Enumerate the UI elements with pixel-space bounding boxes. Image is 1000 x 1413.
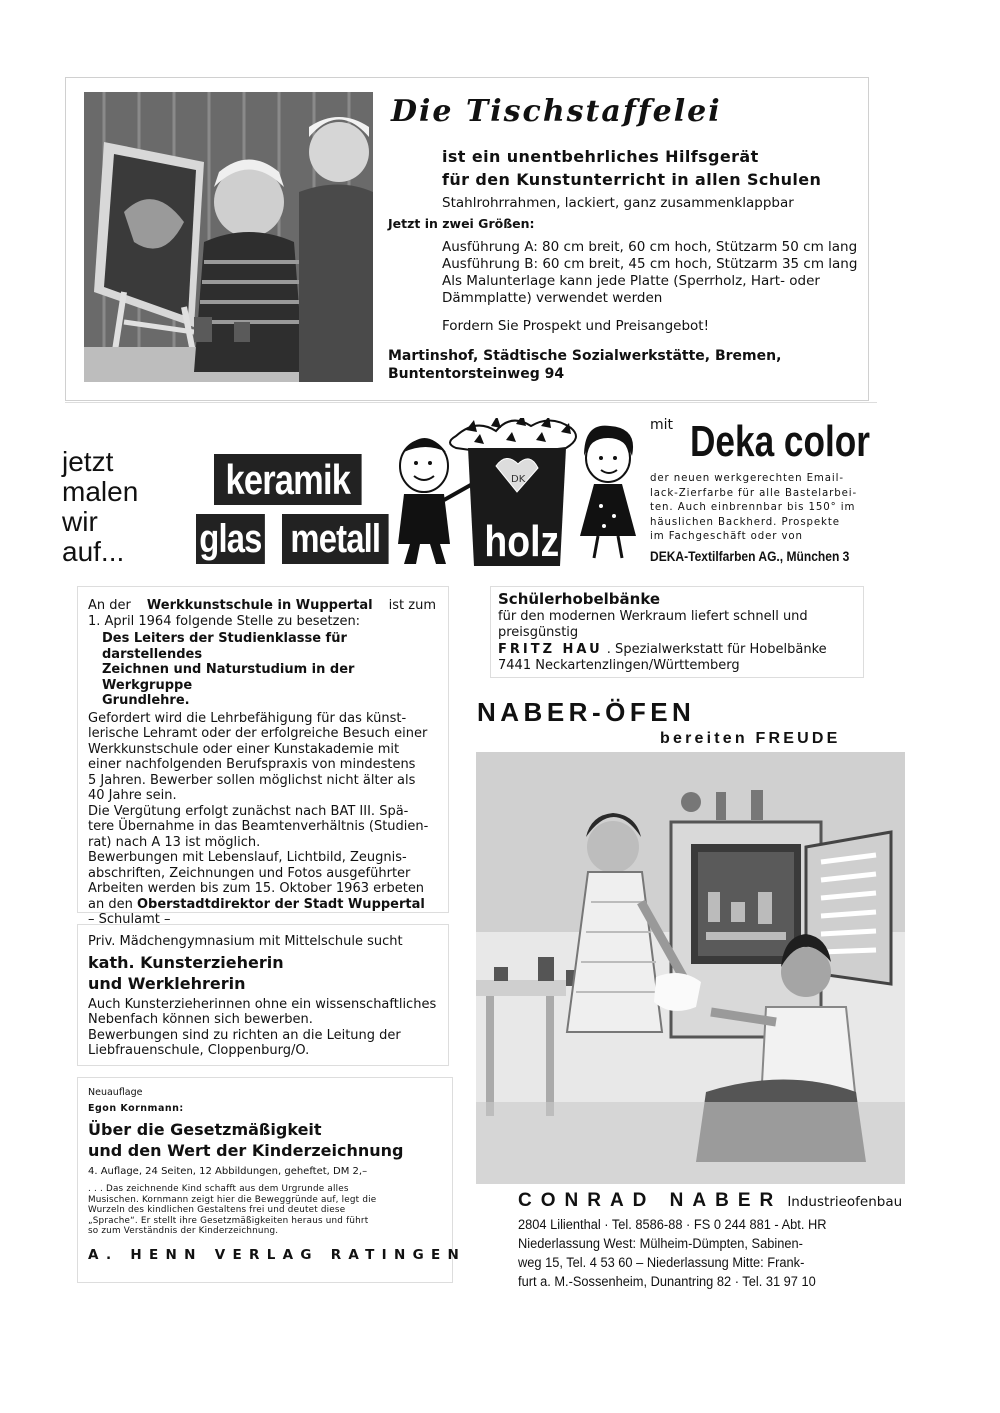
- word-metall: metall: [282, 514, 389, 564]
- tischstaffelei-headline: ist ein unentbehrliches Hilfsgerät für den Kunstunterricht in allen Schulen: [442, 147, 822, 189]
- kornmann-text: Neuauflage Egon Kornmann: Über die Gesetzmäßigkeit und den Wert der Kinderzeichnung 4. Auflage, 24 Seiten, 12 Abbildungen, geheftet, DM 2,– . . . Das zeichnende Kind schafft aus dem Urgrunde alles Musischen. Kornmann zeigt hier die Beweggründe auf, legt die Wurzeln des kindlichen Gestaltens frei und deutet diese „Sprache“. Er stellt ihre Gesetzmäßigkeiten heraus und führt so zum Verständnis der Kinderzeichnung. A. HENN VERLAG RATINGEN: [88, 1087, 467, 1263]
- deka-brand: Deka color: [690, 417, 870, 466]
- kiln-photo: [476, 752, 905, 1184]
- tischstaffelei-cta: Fordern Sie Prospekt und Preisangebot!: [442, 318, 709, 334]
- wuppertal-text: An der Werkkunstschule in Wuppertal ist zum 1. April 1964 folgende Stelle zu besetzen: Des Leiters der Studienklasse für darstellendes Zeichnen und Naturstudium in der Werkgruppe Grundlehre. Gefordert wird die Lehrbefähigung für das künst- lerische Lehramt oder der erfolgreiche Besuch einer Werkkunstschule oder einer Kunstakademie mit einer nachfolgenden Berufspraxis von mindestens 5 Jahren. Bewerber sollen möglichst nicht älter als 40 Jahre sein. Die Vergütung erfolgt zunächst nach BAT III. Spä- tere Übernahme in das Beamtenverhältnis (Studien- rat) nach A 13 ist möglich. Bewerbungen mit Lebenslauf, Lichtbild, Zeugnis- abschriften, Zeichnungen und Fotos ausgeführter Arbeiten werden bis zum 15. Oktober 1963 erbeten an den Oberstadtdirektor der Stadt Wuppertal – Schulamt –: [88, 598, 436, 927]
- tischstaffelei-specs: Ausführung A: 80 cm breit, 60 cm hoch, Stützarm 50 cm lang Ausführung B: 60 cm breit, 45 cm hoch, Stützarm 35 cm lang Als Malunterlage kann jede Platte (Sperrholz, Hart- oder Dämmplatte) verwendet werden: [442, 239, 858, 306]
- tischstaffelei-company: Martinshof, Städtische Sozialwerkstätte, Bremen, Buntentorsteinweg 94: [388, 348, 782, 382]
- word-keramik: keramik: [214, 454, 362, 505]
- deka-description: der neuen werkgerechten Email- lack-Zierfarbe für alle Bastelarbei- ten. Auch einbrennbar bis 150° im häuslichen Backherd. Prospekte im Fachgeschäft oder von: [650, 473, 858, 542]
- hobelbank-text: Schülerhobelbänke für den modernen Werkraum liefert schnell und preisgünstig FRITZ HAU . Spezialwerkstatt für Hobelbänke 7441 Neckartenzlingen/Württemberg: [498, 590, 827, 673]
- deka-illustration: [396, 418, 646, 568]
- children-painting-photo: [84, 92, 373, 382]
- tischstaffelei-title: Die Tischstaffelei: [391, 94, 722, 129]
- naber-headline: NABER-ÖFEN: [477, 697, 696, 727]
- word-glas: glas: [196, 514, 265, 564]
- naber-company: CONRAD NABER: [518, 1190, 783, 1211]
- tischstaffelei-material: Stahlrohrrahmen, lackiert, ganz zusammenklappbar: [442, 195, 794, 211]
- tischstaffelei-sizes-intro: Jetzt in zwei Größen:: [388, 216, 535, 231]
- deka-company: DEKA-Textilfarben AG., München 3: [650, 548, 850, 564]
- naber-subline: bereiten FREUDE: [660, 730, 841, 747]
- deka-slogan: jetzt malen wir auf...: [62, 446, 139, 567]
- cloppenburg-text: Priv. Mädchengymnasium mit Mittelschule sucht kath. Kunsterzieherin und Werklehrerin Auch Kunsterzieherinnen ohne ein wissenschaftliches Nebenfach können sich bewerben. Bewerbungen sind zu richten an die Leitung der Liebfrauenschule, Cloppenburg/O.: [88, 934, 437, 1058]
- tree-initials: DK: [511, 474, 526, 485]
- naber-company-suffix: Industrieofenbau: [787, 1194, 903, 1210]
- word-holz: holz: [484, 516, 560, 566]
- deka-mit: mit: [650, 417, 674, 433]
- naber-company-block: [518, 1190, 903, 1291]
- naber-address: 2804 Lilienthal · Tel. 8586-88 · FS 0 244 881 - Abt. HR Niederlassung West: Mülheim-Dümpten, Sabinen- weg 15, Tel. 4 53 60 – Niederlassung Mitte: Frank- furt a. M.-Sossenheim, Dunantring 82 · Tel. 31 97 10: [518, 1217, 827, 1289]
